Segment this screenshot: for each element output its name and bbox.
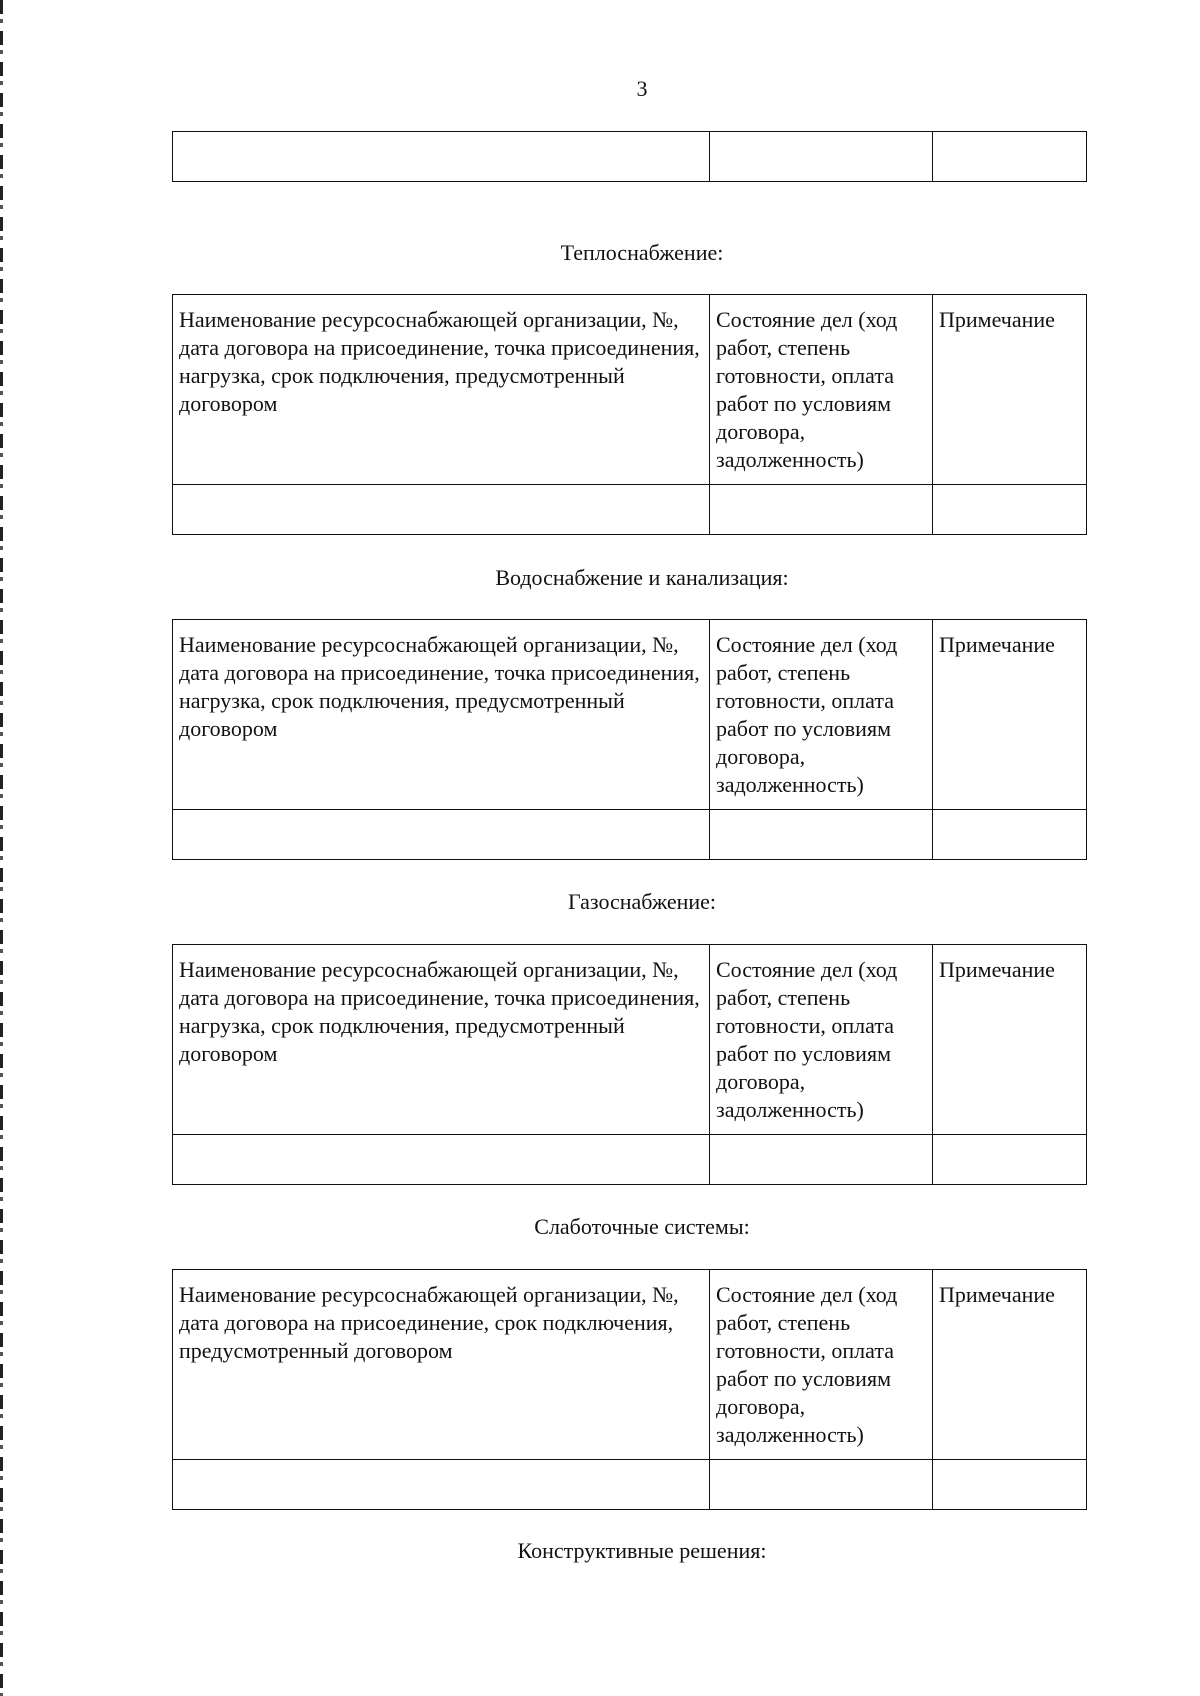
section-title-water-supply: Водоснабжение и канализация: (495, 565, 789, 590)
header-cell-organization: Наименование ресурсоснабжающей организации, №, дата договора на присоединение, срок подключения, предусмотренный договором (173, 1270, 710, 1460)
empty-cell (710, 810, 933, 860)
header-cell-note: Примечание (933, 1270, 1087, 1460)
table-header-row (173, 620, 1087, 810)
table-header-row (173, 295, 1087, 485)
header-cell-status: Состояние дел (ход работ, степень готовности, оплата работ по условиям договора, задолженность) (710, 295, 933, 485)
header-cell-note: Примечание (933, 295, 1087, 485)
empty-cell (173, 1135, 710, 1185)
empty-cell (710, 1135, 933, 1185)
heat-supply-table (172, 294, 1087, 535)
section-title-heat-supply: Теплоснабжение: (560, 240, 724, 265)
table-header-row (173, 1270, 1087, 1460)
table-row (173, 810, 1087, 860)
table-row (173, 1135, 1087, 1185)
header-cell-organization: Наименование ресурсоснабжающей организации, №, дата договора на присоединение, точка присоединения, нагрузка, срок подключения, предусмотренный договором (173, 295, 710, 485)
empty-cell (933, 810, 1087, 860)
section-title-gas-supply: Газоснабжение: (567, 889, 717, 914)
header-cell-status: Состояние дел (ход работ, степень готовности, оплата работ по условиям договора, задолженность) (710, 620, 933, 810)
table-row (173, 132, 1087, 182)
gas-supply-table (172, 944, 1087, 1185)
empty-cell (933, 132, 1087, 182)
header-cell-note: Примечание (933, 945, 1087, 1135)
header-cell-status: Состояние дел (ход работ, степень готовности, оплата работ по условиям договора, задолженность) (710, 1270, 933, 1460)
table-header-row (173, 945, 1087, 1135)
empty-cell (710, 1460, 933, 1510)
table-row (173, 1460, 1087, 1510)
low-current-systems-table (172, 1269, 1087, 1510)
empty-cell (933, 1135, 1087, 1185)
empty-cell (173, 1460, 710, 1510)
table-row (173, 485, 1087, 535)
empty-cell (710, 485, 933, 535)
header-cell-status: Состояние дел (ход работ, степень готовности, оплата работ по условиям договора, задолженность) (710, 945, 933, 1135)
page-number: 3 (636, 76, 648, 101)
empty-cell (173, 485, 710, 535)
section-title-low-current-systems: Слаботочные системы: (534, 1214, 750, 1239)
header-cell-note: Примечание (933, 620, 1087, 810)
water-supply-table (172, 619, 1087, 860)
header-cell-organization: Наименование ресурсоснабжающей организации, №, дата договора на присоединение, точка присоединения, нагрузка, срок подключения, предусмотренный договором (173, 620, 710, 810)
section-title-structural-solutions: Конструктивные решения: (517, 1538, 767, 1563)
empty-cell (173, 810, 710, 860)
empty-cell (173, 132, 710, 182)
header-cell-organization: Наименование ресурсоснабжающей организации, №, дата договора на присоединение, точка присоединения, нагрузка, срок подключения, предусмотренный договором (173, 945, 710, 1135)
empty-cell (933, 1460, 1087, 1510)
empty-cell (933, 485, 1087, 535)
continuation-table (172, 131, 1087, 182)
empty-cell (710, 132, 933, 182)
